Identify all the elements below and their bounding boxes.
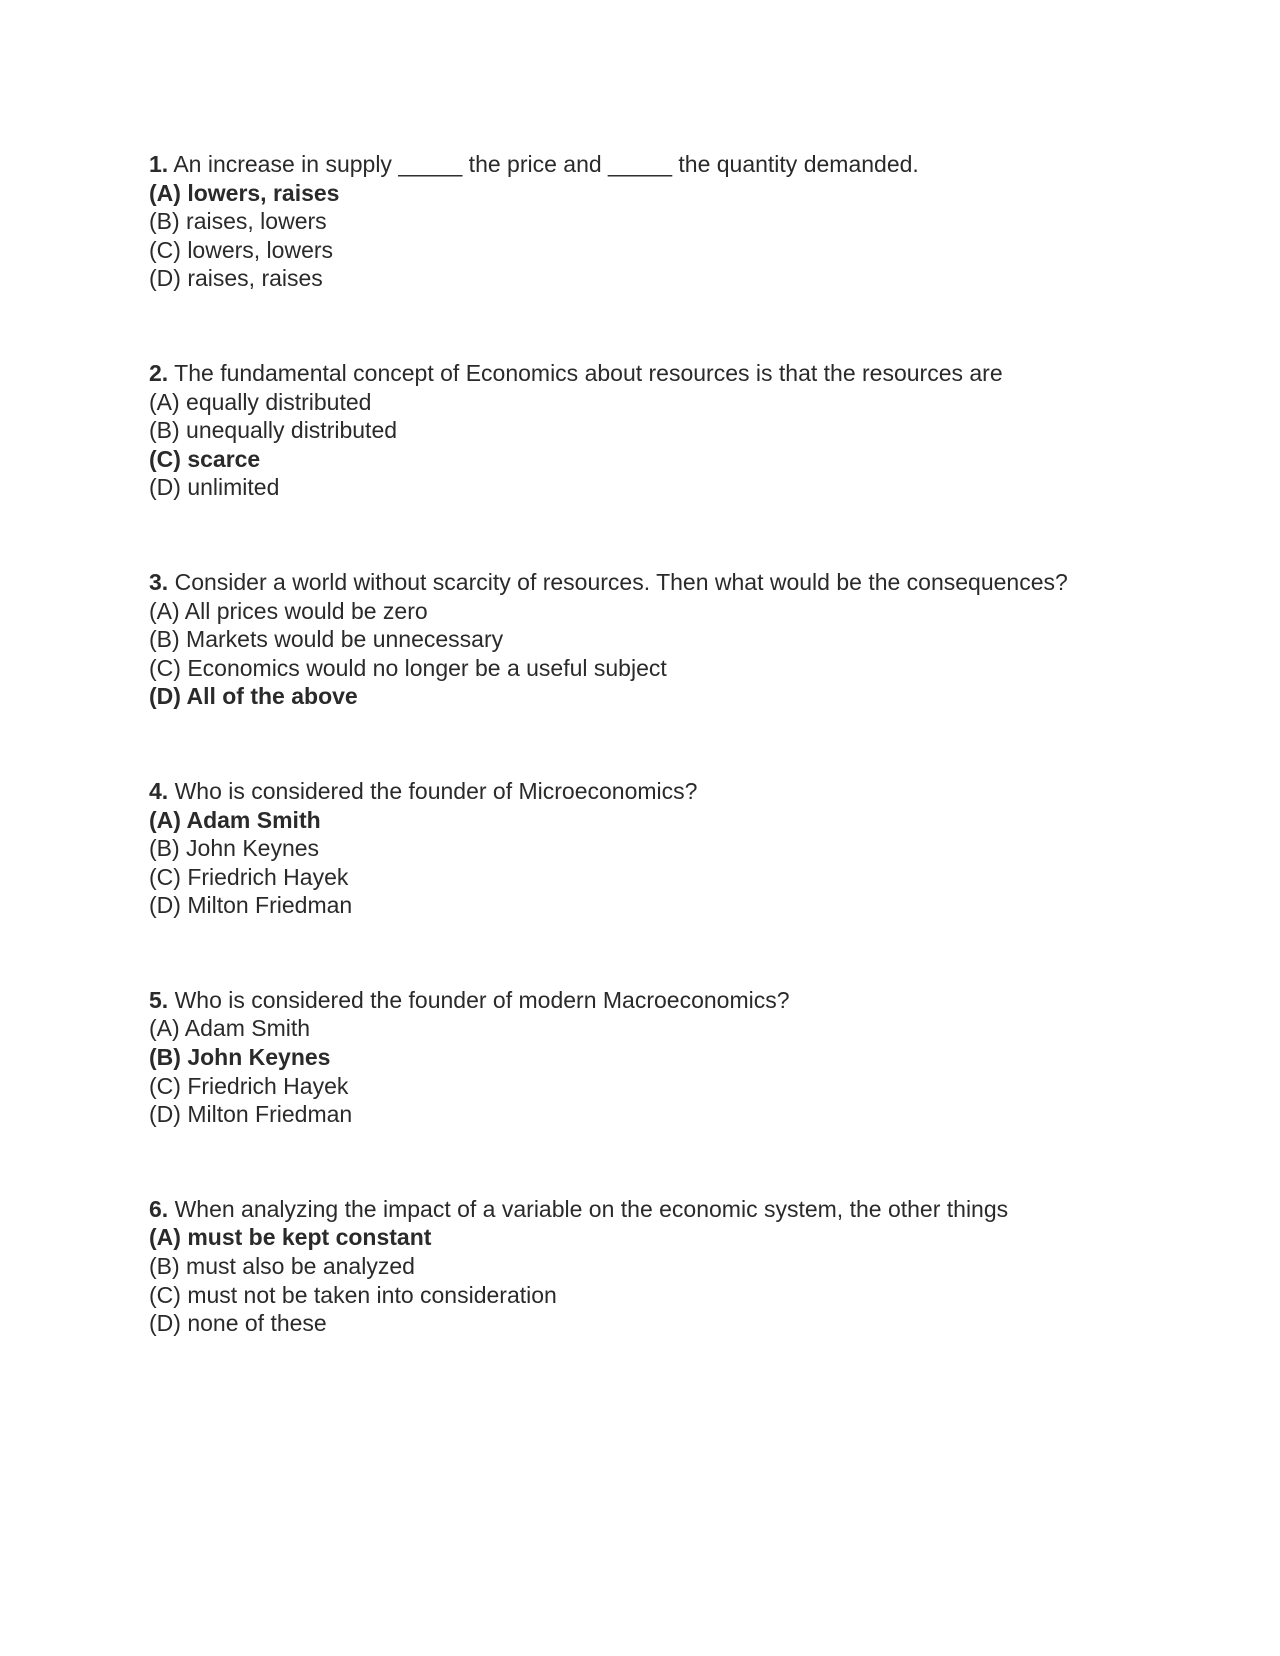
option-b: (B) Markets would be unnecessary — [149, 626, 504, 653]
option-c: (C) scarce — [149, 445, 261, 472]
question-1 — [149, 150, 1149, 293]
question-number: 6. — [149, 1195, 169, 1222]
option-b: (B) John Keynes — [149, 1044, 331, 1071]
question-text: The fundamental concept of Economics about resources is that the resources are — [174, 359, 1003, 386]
option-d: (D) Milton Friedman — [149, 892, 353, 919]
question-number: 5. — [149, 986, 169, 1013]
question-list — [149, 150, 1149, 1404]
option-c: (C) lowers, lowers — [149, 236, 334, 263]
option-d: (D) raises, raises — [149, 265, 323, 292]
question-number: 4. — [149, 777, 169, 804]
option-c: (C) Friedrich Hayek — [149, 863, 349, 890]
question-stem — [149, 1195, 1149, 1224]
question-3 — [149, 568, 1149, 711]
question-2 — [149, 359, 1149, 502]
option-c: (C) Friedrich Hayek — [149, 1072, 349, 1099]
question-number: 3. — [149, 568, 169, 595]
option-b: (B) unequally distributed — [149, 417, 398, 444]
question-text: Who is considered the founder of modern Macroeconomics? — [174, 986, 790, 1013]
option-a: (A) lowers, raises — [149, 179, 340, 206]
question-6 — [149, 1195, 1149, 1338]
option-d: (D) none of these — [149, 1310, 327, 1337]
option-a: (A) Adam Smith — [149, 806, 321, 833]
question-5 — [149, 986, 1149, 1129]
question-stem — [149, 359, 1149, 388]
option-a: (A) must be kept constant — [149, 1224, 432, 1251]
option-b: (B) raises, lowers — [149, 208, 327, 235]
option-b: (B) must also be analyzed — [149, 1253, 415, 1280]
question-number: 1. — [149, 151, 169, 177]
option-b: (B) John Keynes — [149, 835, 320, 862]
option-c: (C) Economics would no longer be a useful subject — [149, 654, 667, 681]
option-d: (D) All of the above — [149, 683, 358, 710]
question-text: An increase in supply _____ the price and _____ the quantity demanded. — [173, 151, 919, 177]
option-c: (C) must not be taken into consideration — [149, 1281, 557, 1308]
option-a: (A) All prices would be zero — [149, 597, 428, 624]
question-stem — [149, 568, 1149, 597]
question-text: When analyzing the impact of a variable on the economic system, the other things — [174, 1195, 1009, 1222]
option-a: (A) Adam Smith — [149, 1015, 311, 1042]
option-a: (A) equally distributed — [149, 388, 372, 415]
question-stem — [149, 777, 1149, 806]
question-text: Who is considered the founder of Microeconomics? — [174, 777, 698, 804]
option-d: (D) Milton Friedman — [149, 1101, 353, 1128]
question-stem — [149, 150, 1149, 179]
question-number: 2. — [149, 359, 169, 386]
option-d: (D) unlimited — [149, 474, 280, 501]
question-stem — [149, 986, 1149, 1015]
question-text: Consider a world without scarcity of resources. Then what would be the consequences? — [174, 568, 1068, 595]
question-4 — [149, 777, 1149, 920]
